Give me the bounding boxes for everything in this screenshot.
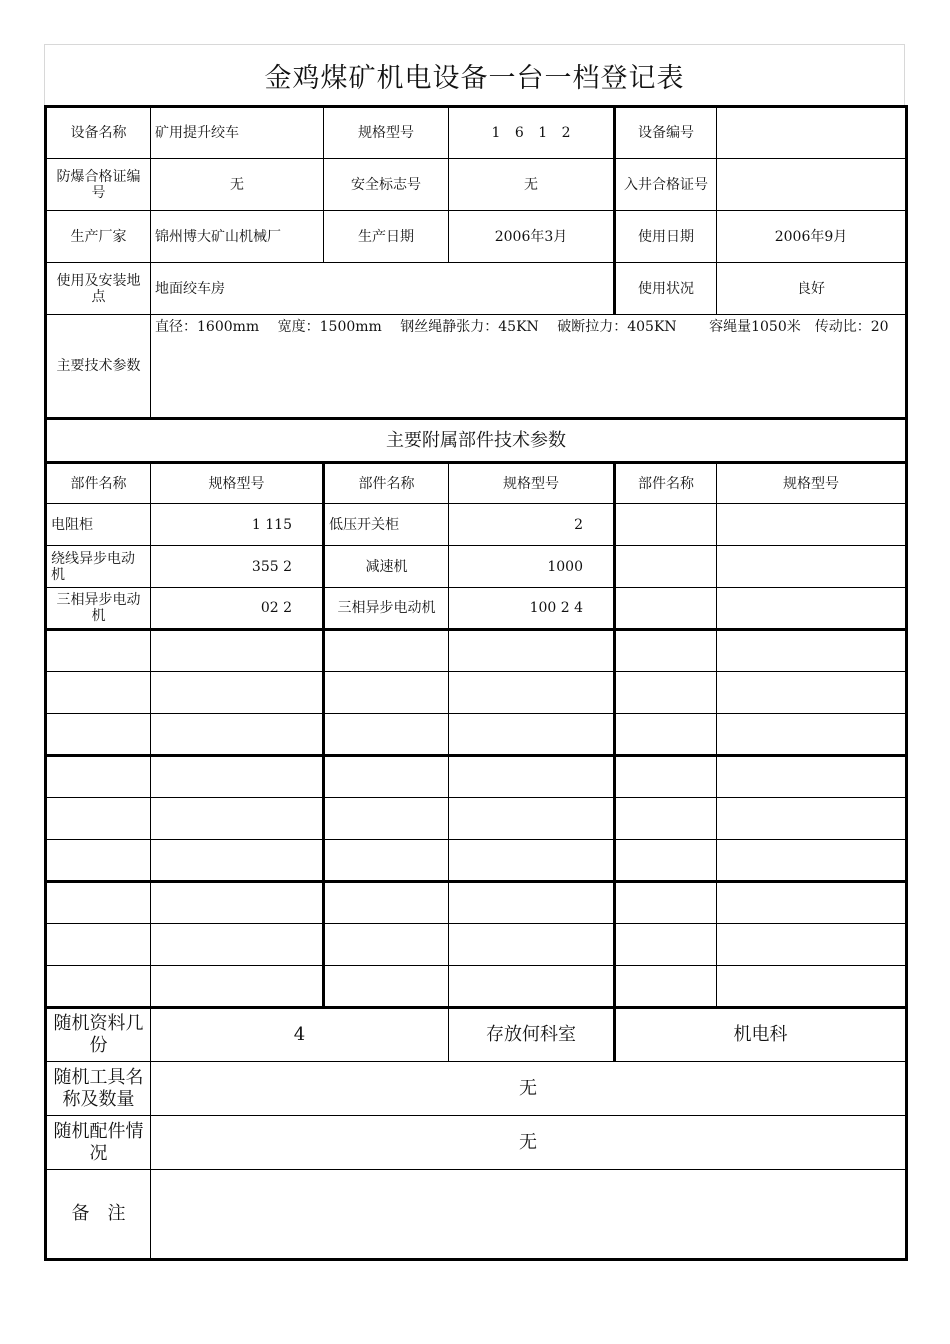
location-value: 地面绞车房 (151, 263, 615, 315)
part-name-cell (615, 756, 717, 798)
parts-section-row (46, 419, 907, 463)
part-spec-cell: 02 2 (151, 588, 324, 630)
part-spec-cell (151, 924, 324, 966)
part-spec-cell (151, 840, 324, 882)
parts-row (46, 756, 907, 798)
part-name-cell (615, 546, 717, 588)
part-spec-cell (449, 714, 615, 756)
part-spec-cell (717, 924, 907, 966)
part-name-cell (615, 588, 717, 630)
part-name-cell (46, 672, 151, 714)
status-value: 良好 (717, 263, 907, 315)
part-spec-cell (717, 882, 907, 924)
part-spec-cell (449, 672, 615, 714)
spec-value: 1 6 1 2 (449, 107, 615, 159)
part-name-cell (46, 966, 151, 1008)
part-name-cell (615, 882, 717, 924)
equipment-name-value: 矿用提升绞车 (151, 107, 324, 159)
parts-col-name-2: 部件名称 (324, 463, 449, 504)
info-row-1 (46, 107, 907, 159)
part-spec-cell: 100 2 4 (449, 588, 615, 630)
tools-value: 无 (151, 1062, 907, 1116)
manufacturer-value: 锦州博大矿山机械厂 (151, 211, 324, 263)
equipment-no-value (717, 107, 907, 159)
part-spec-cell (151, 798, 324, 840)
tech-params-label: 主要技术参数 (46, 315, 151, 419)
storage-value: 机电科 (615, 1008, 907, 1062)
part-name-cell (324, 798, 449, 840)
part-name-cell (615, 630, 717, 672)
parts-body (46, 504, 907, 1008)
parts-col-spec-2: 规格型号 (449, 463, 615, 504)
parts-section-title: 主要附属部件技术参数 (46, 419, 907, 463)
parts-row (46, 966, 907, 1008)
part-name-cell (615, 924, 717, 966)
page-title: 金鸡煤矿机电设备一台一档登记表 (264, 62, 685, 94)
tech-params-value: 直径：1600mm 宽度：1500mm 钢丝绳静张力：45KN 破断拉力：405KN 容绳量1050米 传动比：20 (151, 315, 907, 419)
part-spec-cell: 1 115 (151, 504, 324, 546)
part-spec-cell (449, 756, 615, 798)
parts-header-row (46, 463, 907, 504)
register-sheet (44, 44, 905, 1261)
part-spec-cell (449, 882, 615, 924)
parts-col-name-1: 部件名称 (46, 463, 151, 504)
safety-mark-label: 安全标志号 (324, 159, 449, 211)
part-spec-cell (717, 672, 907, 714)
part-spec-cell (449, 840, 615, 882)
equipment-no-label: 设备编号 (615, 107, 717, 159)
storage-label: 存放何科室 (449, 1008, 615, 1062)
production-date-label: 生产日期 (324, 211, 449, 263)
explosion-cert-value: 无 (151, 159, 324, 211)
safety-mark-value: 无 (449, 159, 615, 211)
tools-label: 随机工具名称及数量 (46, 1062, 151, 1116)
spec-label: 规格型号 (324, 107, 449, 159)
parts-row (46, 672, 907, 714)
part-spec-cell: 1000 (449, 546, 615, 588)
parts-row (46, 840, 907, 882)
part-spec-cell (449, 630, 615, 672)
part-spec-cell (449, 924, 615, 966)
title-box (44, 44, 905, 105)
part-name-cell (46, 756, 151, 798)
part-name-cell: 减速机 (324, 546, 449, 588)
part-name-cell (46, 714, 151, 756)
parts-row (46, 924, 907, 966)
docs-count-value: 4 (151, 1008, 449, 1062)
parts-row (46, 588, 907, 630)
part-name-cell (615, 714, 717, 756)
tech-params-row (46, 315, 907, 419)
part-name-cell (324, 630, 449, 672)
part-spec-cell (151, 630, 324, 672)
part-spec-cell (717, 798, 907, 840)
remarks-label: 备 注 (46, 1170, 151, 1260)
part-name-cell (46, 630, 151, 672)
part-spec-cell (151, 966, 324, 1008)
part-spec-cell (717, 630, 907, 672)
part-name-cell: 三相异步电动机 (46, 588, 151, 630)
part-name-cell (46, 924, 151, 966)
part-name-cell (615, 966, 717, 1008)
part-spec-cell (717, 756, 907, 798)
use-date-value: 2006年9月 (717, 211, 907, 263)
well-cert-value (717, 159, 907, 211)
part-spec-cell (717, 588, 907, 630)
part-spec-cell (151, 756, 324, 798)
parts-row (46, 546, 907, 588)
location-label: 使用及安装地点 (46, 263, 151, 315)
part-name-cell (324, 840, 449, 882)
part-spec-cell (717, 840, 907, 882)
parts-row (46, 504, 907, 546)
use-date-label: 使用日期 (615, 211, 717, 263)
part-name-cell (615, 798, 717, 840)
part-spec-cell (449, 966, 615, 1008)
part-spec-cell: 355 2 (151, 546, 324, 588)
part-spec-cell (717, 504, 907, 546)
explosion-cert-label: 防爆合格证编号 (46, 159, 151, 211)
well-cert-label: 入井合格证号 (615, 159, 717, 211)
part-name-cell (324, 672, 449, 714)
info-row-4 (46, 263, 907, 315)
equipment-name-label: 设备名称 (46, 107, 151, 159)
part-spec-cell (717, 966, 907, 1008)
remarks-row (46, 1170, 907, 1260)
register-table (44, 105, 908, 1261)
part-name-cell: 电阻柜 (46, 504, 151, 546)
docs-row (46, 1008, 907, 1062)
part-spec-cell: 2 (449, 504, 615, 546)
part-name-cell (324, 714, 449, 756)
parts-row (46, 798, 907, 840)
part-name-cell: 低压开关柜 (324, 504, 449, 546)
part-name-cell (46, 882, 151, 924)
part-name-cell (324, 756, 449, 798)
accessories-value: 无 (151, 1116, 907, 1170)
part-name-cell (615, 840, 717, 882)
part-name-cell (324, 924, 449, 966)
info-row-2 (46, 159, 907, 211)
status-label: 使用状况 (615, 263, 717, 315)
part-name-cell (46, 798, 151, 840)
parts-col-name-3: 部件名称 (615, 463, 717, 504)
production-date-value: 2006年3月 (449, 211, 615, 263)
part-name-cell (46, 840, 151, 882)
accessories-row (46, 1116, 907, 1170)
tools-row (46, 1062, 907, 1116)
part-spec-cell (449, 798, 615, 840)
parts-row (46, 714, 907, 756)
part-name-cell (615, 504, 717, 546)
part-spec-cell (151, 672, 324, 714)
part-spec-cell (151, 882, 324, 924)
part-name-cell (615, 672, 717, 714)
parts-col-spec-3: 规格型号 (717, 463, 907, 504)
docs-count-label: 随机资料几份 (46, 1008, 151, 1062)
info-row-3 (46, 211, 907, 263)
part-spec-cell (151, 714, 324, 756)
part-name-cell: 三相异步电动机 (324, 588, 449, 630)
manufacturer-label: 生产厂家 (46, 211, 151, 263)
parts-row (46, 882, 907, 924)
parts-row (46, 630, 907, 672)
remarks-value (151, 1170, 907, 1260)
part-spec-cell (717, 714, 907, 756)
part-spec-cell (717, 546, 907, 588)
part-name-cell: 绕线异步电动机 (46, 546, 151, 588)
accessories-label: 随机配件情况 (46, 1116, 151, 1170)
parts-col-spec-1: 规格型号 (151, 463, 324, 504)
part-name-cell (324, 966, 449, 1008)
part-name-cell (324, 882, 449, 924)
